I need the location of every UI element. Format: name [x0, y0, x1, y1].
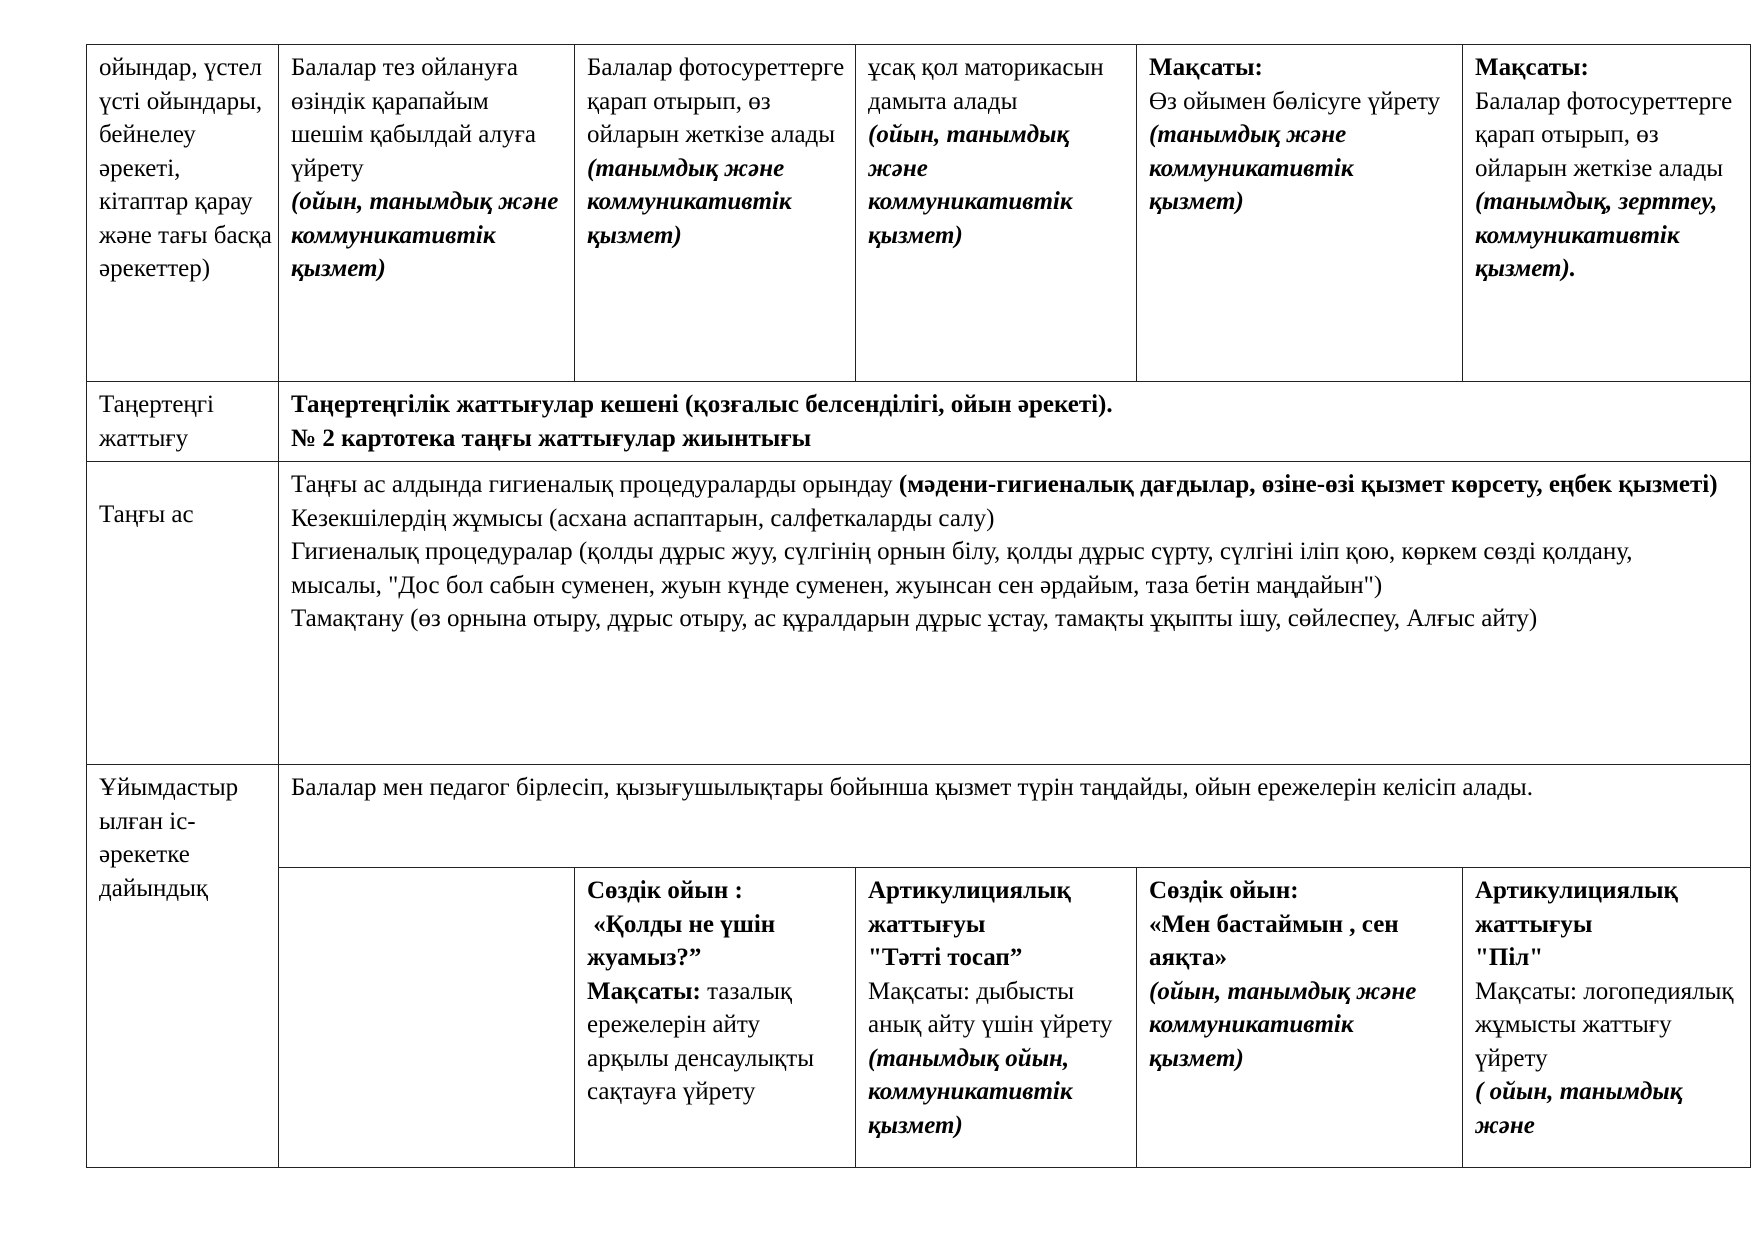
preparation-intro-text: Балалар мен педагог бірлесіп, қызығушылықтары бойынша қызмет түрін таңдайды, ойын ережелерін келісіп алады.: [291, 774, 1533, 801]
activities-cell-4-heading: Мақсаты:: [1149, 54, 1263, 81]
morning-exercise-content: [279, 382, 1751, 462]
daily-schedule-table: [86, 44, 1751, 1168]
activities-cell-3: [856, 45, 1137, 382]
preparation-cell-3-goal: Мақсаты: дыбысты анық айту үшін үйрету: [868, 977, 1113, 1038]
activities-cell-1-tag: (ойын, танымдық және коммуникативтік қызмет): [291, 188, 559, 282]
preparation-cell-4: [1137, 868, 1463, 1168]
morning-exercise-line-2: № 2 картотека таңғы жаттығулар жиынтығы: [291, 424, 812, 452]
activities-cell-4: [1137, 45, 1463, 382]
activities-cell-4-text: Өз ойымен бөлісуге үйрету: [1149, 87, 1441, 115]
activities-cell-5-heading: Мақсаты:: [1475, 54, 1589, 81]
morning-exercise-line-1: Таңертеңгілік жаттығулар кешені (қозғалыс белсенділігі, ойын әрекеті).: [291, 391, 1113, 418]
activities-cell-2-tag: (танымдық және коммуникативтік қызмет): [587, 154, 792, 249]
preparation-cell-5-title: Артикулициялық жаттығуы: [1475, 877, 1678, 938]
preparation-cell-2: [575, 868, 856, 1168]
table-row-morning-exercise: [87, 382, 1751, 462]
breakfast-paragraph-3: Гигиеналық процедуралар (қолды дұрыс жуу, сүлгінің орнын білу, қолды дұрыс сүрту, сүлгіні іліп қою, көркем сөзді қолдану, мысалы, "Дос бол сабын суменен, жуын күнде суменен, жуынсан сен әрдайым, таза бетін маңдайын"): [291, 538, 1633, 599]
preparation-cell-2-title: Сөздік ойын :: [587, 877, 743, 904]
breakfast-p1-text: Таңғы ас алдында гигиеналық процедураларды орындау: [291, 471, 899, 498]
activities-cell-2-text: Балалар фотосуреттерге қарап отырып, өз ойларын жеткізе алады: [587, 54, 845, 148]
preparation-cell-3: [856, 868, 1137, 1168]
preparation-label-line-2: ылған іс-: [99, 807, 196, 835]
preparation-cell-4-game: «Мен бастаймын , сен аяқта»: [1149, 910, 1399, 971]
row-label-activities: [87, 45, 279, 382]
preparation-cell-3-title: Артикулициялық жаттығуы: [868, 877, 1071, 938]
table-row-activities: [87, 45, 1751, 382]
activities-cell-5: [1463, 45, 1751, 382]
preparation-intro: [279, 765, 1751, 868]
activities-cell-2: [575, 45, 856, 382]
breakfast-paragraph-4: Тамақтану (өз орнына отыру, дұрыс отыру, ас құралдарын дұрыс ұстау, тамақты ұқыпты ішу, сөйлеспеу, Алғыс айту): [291, 605, 1538, 632]
breakfast-p1-bold: (мәдени-гигиеналық дағдылар, өзіне-өзі қызмет көрсету, еңбек қызметі): [898, 471, 1718, 498]
preparation-label-line-3: әрекетке: [99, 841, 190, 868]
activities-cell-1-text: Балалар тез ойлануға өзіндік қарапайым шешім қабылдай алуға үйрету: [291, 54, 536, 182]
row-label-morning-exercise: [87, 382, 279, 462]
row-label-preparation: [87, 765, 279, 1168]
preparation-cell-5-tag: ( ойын, танымдық және: [1475, 1078, 1683, 1139]
activities-cell-4-tag: (танымдық және коммуникативтік қызмет): [1149, 121, 1354, 215]
preparation-cell-1-empty: [279, 868, 575, 1168]
activities-cell-5-text: Балалар фотосуреттерге қарап отырып, өз ойларын жеткізе алады: [1475, 87, 1733, 182]
row-label-breakfast: [87, 462, 279, 765]
preparation-cell-3-game: "Тәтті тосап”: [868, 944, 1023, 971]
table-row-preparation-details: [87, 868, 1751, 1168]
activities-label-text: ойындар, үстел үсті ойындары, бейнелеу әрекеті, кітаптар қарау және тағы басқа әрекеттер): [99, 54, 272, 282]
preparation-label-line-1: Ұйымдастыр: [99, 774, 239, 801]
preparation-cell-3-tag: (танымдық ойын, коммуникативтік қызмет): [868, 1044, 1073, 1139]
breakfast-content: [279, 462, 1751, 765]
table-row-preparation: [87, 765, 1751, 868]
preparation-cell-5-game: "Піл": [1475, 944, 1544, 971]
preparation-label-line-4: дайындық: [99, 874, 209, 902]
activities-cell-3-text: ұсақ қол маторикасын дамыта алады: [868, 54, 1104, 115]
morning-exercise-label-text: Таңертеңгі жаттығу: [99, 391, 214, 452]
preparation-cell-4-tag: (ойын, танымдық және коммуникативтік қызмет): [1149, 977, 1417, 1072]
breakfast-label-text: Таңғы ас: [99, 501, 194, 528]
breakfast-paragraph-1: [291, 468, 1720, 502]
preparation-cell-2-goal-text: тазалық ережелерін айту арқылы денсаулықты сақтауға үйрету: [587, 977, 815, 1105]
preparation-cell-2-game: «Қолды не үшін жуамыз?”: [587, 910, 782, 971]
preparation-cell-2-goal-label: Мақсаты:: [587, 977, 701, 1005]
activities-cell-1: [279, 45, 575, 382]
activities-cell-5-tag: (танымдық, зерттеу, коммуникативтік қызмет).: [1475, 188, 1718, 282]
activities-cell-3-tag: (ойын, танымдық және коммуникативтік қызмет): [868, 121, 1073, 249]
preparation-cell-5: [1463, 868, 1751, 1168]
preparation-cell-4-title: Сөздік ойын:: [1149, 877, 1299, 904]
schedule-page: [86, 44, 1750, 1168]
preparation-cell-5-goal: Мақсаты: логопедиялық жұмысты жаттығу үйрету: [1475, 977, 1734, 1072]
breakfast-paragraph-2: Кезекшілердің жұмысы (асхана аспаптарын, салфеткаларды салу): [291, 504, 995, 532]
table-row-breakfast: [87, 462, 1751, 765]
